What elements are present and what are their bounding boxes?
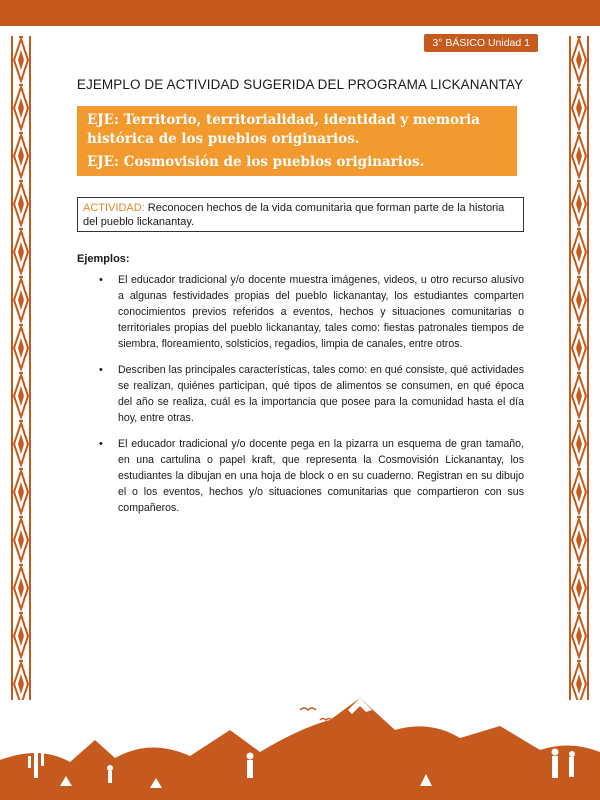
example-text: El educador tradicional y/o docente pega en la pizarra un esquema de gran tamaño, en una cartulina o papel kraft, que representa la Cosmovisión Lickanantay, los estudiantes la dibujan en una hoja de block o en su cuaderno. Registran en su dibujo el o los eventos, hechos y/o situaciones comunitarias que compartieron con sus compañeros. [118,438,524,514]
example-item [77,272,524,352]
bullet-icon: • [99,364,103,376]
eje-box [77,106,517,176]
activity-box [77,197,524,232]
activity-label: ACTIVIDAD: [83,202,145,214]
document-title: EJEMPLO DE ACTIVIDAD SUGERIDA DEL PROGRAMA LICKANANTAY [76,77,524,92]
example-text: El educador tradicional y/o docente muestra imágenes, videos, u otro recurso alusivo a algunas festividades propias del pueblo lickanantay, los estudiantes comparten conocimientos previos referidos a eventos, hechos y situaciones comunitarias o territoriales propias del pueblo lickanantay, tales como: fiestas patronales tiempos de siembra, floreamiento, solsticios, regadios, limpia de canales, entre otros. [118,274,524,350]
top-color-bar [0,0,600,26]
bullet-icon: • [99,438,103,450]
right-pattern-border [567,36,591,700]
example-item [77,436,524,516]
footer-landscape-illustration [0,690,600,800]
activity-text: Reconocen hechos de la vida comunitaria que forman parte de la historia del pueblo lickanantay. [83,202,505,228]
eje-territorio: EJE: Territorio, territorialidad, identidad y memoria histórica de los pueblos originarios. [87,112,481,147]
bullet-icon: • [99,274,103,286]
example-text: Describen las principales características, tales como: en qué consiste, qué actividades se realizan, quiénes participan, qué tipos de alimentos se consumen, en qué época del año se realiza, cuál es la importancia que posee para la comunidad hasta el día hoy, entre otras. [118,364,524,424]
left-pattern-border [9,36,33,700]
examples-list [77,272,524,526]
examples-heading: Ejemplos: [77,253,130,265]
unit-badge: 3° BÁSICO Unidad 1 [424,34,538,52]
eje-cosmovision: EJE: Cosmovisión de los pueblos originarios. [87,154,425,170]
example-item [77,362,524,426]
